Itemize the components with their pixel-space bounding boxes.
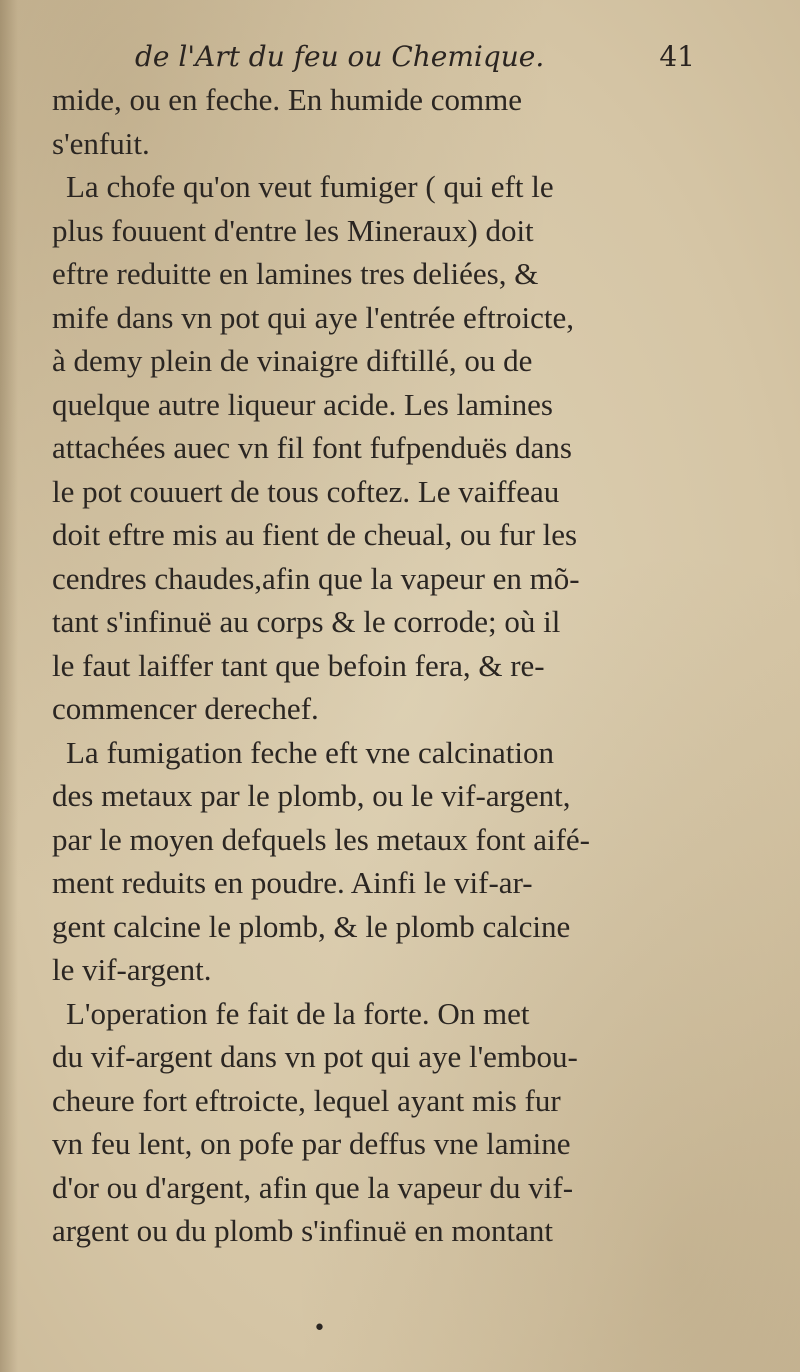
text-line: des metaux par le plomb, ou le vif-argent, — [52, 778, 571, 813]
text-line: eftre reduitte en lamines tres deliées, & — [52, 256, 539, 291]
text-line: doit eftre mis au fient de cheual, ou fur les — [52, 517, 578, 552]
text-line: le pot couuert de tous coftez. Le vaiffeau — [52, 473, 560, 509]
text-line: le vif-argent. — [52, 952, 212, 987]
text-line: quelque autre liqueur acide. Les lamines — [52, 386, 553, 422]
text-line: mide, ou en feche. En humide comme — [52, 82, 523, 117]
text-line: ment reduits en poudre. Ainfi le vif-ar- — [52, 865, 533, 900]
text-line: attachées auec vn fil font fufpenduës dans — [52, 430, 572, 465]
text-line: La chofe qu'on veut fumiger ( qui eft le — [66, 169, 554, 204]
running-title: de l'Art du feu ou Chemique. — [135, 40, 545, 73]
text-line: cheure fort eftroicte, lequel ayant mis fur — [52, 1082, 561, 1118]
page-edge-shadow — [0, 0, 18, 1372]
text-line: La fumigation feche eft vne calcination — [66, 734, 555, 770]
text-line: argent ou du plomb s'infinuë en montant — [52, 1213, 553, 1248]
text-line: d'or ou d'argent, afin que la vapeur du vif- — [52, 1169, 574, 1205]
text-line: tant s'infinuë au corps & le corrode; où il — [52, 604, 561, 639]
page-number: 41 — [659, 40, 695, 73]
text-line: s'enfuit. — [52, 125, 150, 161]
body-text — [52, 78, 702, 1253]
text-line: par le moyen defquels les metaux font aifé- — [52, 821, 590, 857]
text-line: cendres chaudes,afin que la vapeur en mõ- — [52, 560, 580, 596]
text-line: vn feu lent, on pofe par deffus vne lamine — [52, 1126, 571, 1161]
text-line: gent calcine le plomb, & le plomb calcine — [52, 908, 571, 944]
text-line: plus fouuent d'entre les Mineraux) doit — [52, 212, 534, 248]
text-line: à demy plein de vinaigre diftillé, ou de — [52, 343, 533, 378]
text-line: le faut laiffer tant que befoin fera, & re- — [52, 647, 545, 683]
text-line: mife dans vn pot qui aye l'entrée eftroicte, — [52, 299, 575, 335]
signature-mark: • — [313, 1316, 326, 1341]
text-line: L'operation fe fait de la forte. On met — [66, 995, 530, 1031]
text-line: du vif-argent dans vn pot qui aye l'embou- — [52, 1039, 578, 1074]
text-line: commencer derechef. — [52, 691, 319, 726]
